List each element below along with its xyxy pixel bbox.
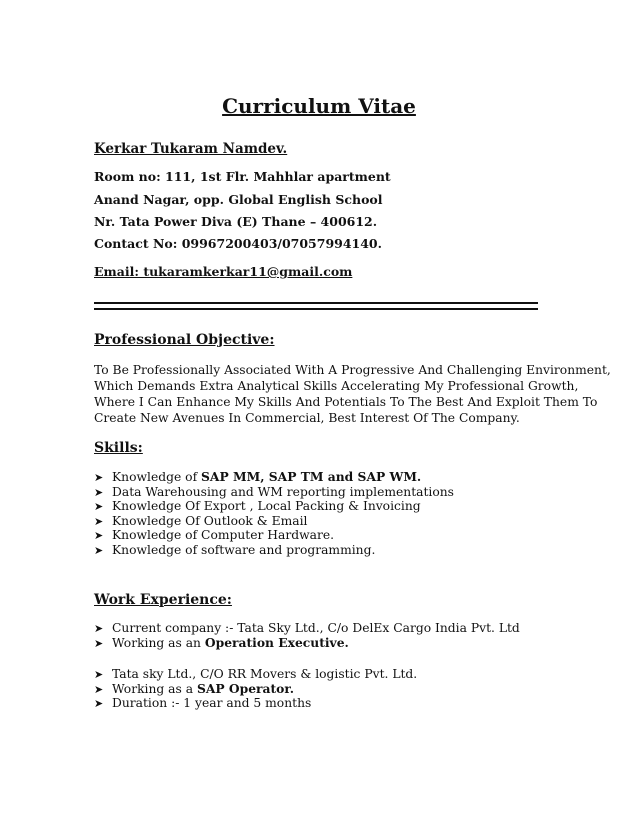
section-divider xyxy=(94,302,538,310)
list-item: ➤ Knowledge of Computer Hardware. xyxy=(94,528,335,543)
address-line-2: Anand Nagar, opp. Global English School xyxy=(94,192,383,207)
arrow-bullet-icon: ➤ xyxy=(94,682,104,696)
list-item: ➤ Knowledge of software and programming. xyxy=(94,542,376,557)
objective-line: Which Demands Extra Analytical Skills Accelerating My Professional Growth, xyxy=(94,379,579,393)
experience-heading: Work Experience: xyxy=(94,592,232,608)
list-item: ➤ Knowledge Of Export , Local Packing & Invoicing xyxy=(94,499,421,514)
list-item: ➤ Working as a SAP Operator. xyxy=(94,680,295,696)
list-item: ➤ Tata sky Ltd., C/O RR Movers & logistic Pvt. Ltd. xyxy=(94,667,418,681)
arrow-bullet-icon: ➤ xyxy=(94,485,104,499)
skills-heading: Skills: xyxy=(94,440,143,456)
arrow-bullet-icon: ➤ xyxy=(94,697,104,711)
contact-number: Contact No: 09967200403/07057994140. xyxy=(94,236,382,251)
list-item: ➤ Knowledge of SAP MM, SAP TM and SAP WM. xyxy=(94,469,422,484)
arrow-bullet-icon: ➤ xyxy=(94,668,104,681)
arrow-bullet-icon: ➤ xyxy=(94,529,104,543)
objective-line: Create New Avenues In Commercial, Best Interest Of The Company. xyxy=(94,411,520,425)
objective-paragraph xyxy=(94,362,611,426)
list-item: ➤ Working as an Operation Executive. xyxy=(94,634,349,650)
address-line-1: Room no: 111, 1st Flr. Mahhlar apartment xyxy=(94,169,391,184)
list-item: ➤ Data Warehousing and WM reporting implementations xyxy=(94,484,454,499)
document-title: Curriculum Vitae xyxy=(222,94,416,118)
experience-list-current xyxy=(94,621,520,650)
email-address: Email: tukaramkerkar11@gmail.com xyxy=(94,264,353,279)
arrow-bullet-icon: ➤ xyxy=(94,471,104,484)
arrow-bullet-icon: ➤ xyxy=(94,500,104,514)
arrow-bullet-icon: ➤ xyxy=(94,514,104,528)
experience-list-previous xyxy=(94,667,417,711)
objective-line: To Be Professionally Associated With A Progressive And Challenging Environment, xyxy=(94,363,611,377)
list-item: ➤ Duration :- 1 year and 5 months xyxy=(94,696,312,711)
list-item: ➤ Current company :- Tata Sky Ltd., C/o DelEx Cargo India Pvt. Ltd xyxy=(94,621,520,635)
list-item: ➤ Knowledge Of Outlook & Email xyxy=(94,513,308,528)
address-line-3: Nr. Tata Power Diva (E) Thane – 400612. xyxy=(94,214,378,229)
skills-list xyxy=(94,470,454,558)
objective-line: Where I Can Enhance My Skills And Potentials To The Best And Exploit Them To xyxy=(94,395,598,409)
objective-heading: Professional Objective: xyxy=(94,332,275,348)
arrow-bullet-icon: ➤ xyxy=(94,636,104,650)
arrow-bullet-icon: ➤ xyxy=(94,622,104,635)
candidate-name: Kerkar Tukaram Namdev. xyxy=(94,141,288,157)
arrow-bullet-icon: ➤ xyxy=(94,543,104,557)
